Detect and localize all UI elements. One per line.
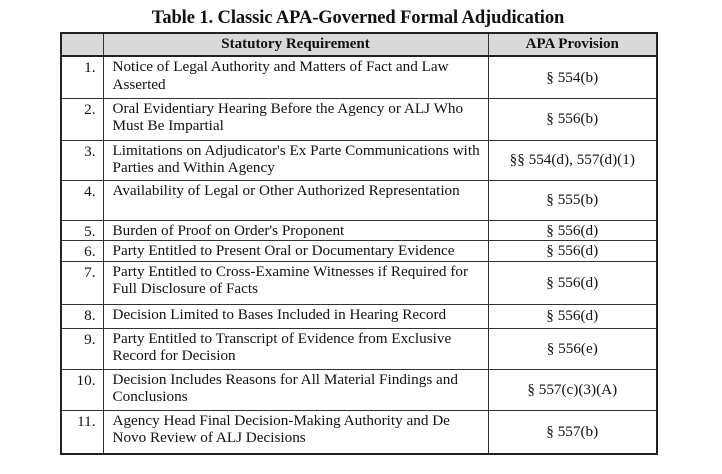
table-caption: Table 1. Classic APA-Governed Formal Adjudication xyxy=(151,8,565,28)
row-number: 1. xyxy=(61,56,103,98)
row-number: 2. xyxy=(61,98,103,140)
row-requirement: Availability of Legal or Other Authorized Representation xyxy=(103,180,488,220)
table-row xyxy=(61,369,657,410)
row-requirement: Agency Head Final Decision-Making Authority and De Novo Review of ALJ Decisions xyxy=(103,410,488,454)
row-number: 7. xyxy=(61,261,103,304)
row-provision: § 556(d) xyxy=(488,241,657,262)
row-number: 10. xyxy=(61,369,103,410)
row-provision: § 554(b) xyxy=(488,56,657,98)
row-provision: § 556(d) xyxy=(488,261,657,304)
row-number: 4. xyxy=(61,180,103,220)
row-provision: § 557(c)(3)(A) xyxy=(488,369,657,410)
row-provision: § 556(e) xyxy=(488,328,657,369)
row-requirement: Party Entitled to Present Oral or Documentary Evidence xyxy=(103,241,488,262)
table-header-row xyxy=(61,33,657,56)
row-provision: § 555(b) xyxy=(488,180,657,220)
requirements-table xyxy=(60,32,658,455)
row-provision: § 556(b) xyxy=(488,98,657,140)
row-provision: § 556(d) xyxy=(488,220,657,241)
header-apa-provision: APA Provision xyxy=(488,33,657,56)
row-requirement: Burden of Proof on Order's Proponent xyxy=(103,220,488,241)
table-row xyxy=(61,241,657,262)
table-row xyxy=(61,261,657,304)
row-number: 11. xyxy=(61,410,103,454)
row-requirement: Party Entitled to Cross-Examine Witnesses if Required for Full Disclosure of Facts xyxy=(103,261,488,304)
row-number: 9. xyxy=(61,328,103,369)
row-provision: § 557(b) xyxy=(488,410,657,454)
table-row xyxy=(61,140,657,180)
row-requirement: Limitations on Adjudicator's Ex Parte Communications with Parties and Within Agency xyxy=(103,140,488,180)
row-provision: § 556(d) xyxy=(488,304,657,328)
row-provision: §§ 554(d), 557(d)(1) xyxy=(488,140,657,180)
header-number xyxy=(61,33,103,56)
table-row xyxy=(61,328,657,369)
row-requirement: Oral Evidentiary Hearing Before the Agency or ALJ Who Must Be Impartial xyxy=(103,98,488,140)
row-number: 8. xyxy=(61,304,103,328)
row-number: 6. xyxy=(61,241,103,262)
table-row xyxy=(61,98,657,140)
row-number: 5. xyxy=(61,220,103,241)
header-statutory-requirement: Statutory Requirement xyxy=(103,33,488,56)
table-row xyxy=(61,56,657,98)
table-row xyxy=(61,410,657,454)
table-row xyxy=(61,304,657,328)
row-number: 3. xyxy=(61,140,103,180)
row-requirement: Decision Limited to Bases Included in Hearing Record xyxy=(103,304,488,328)
table-row xyxy=(61,180,657,220)
row-requirement: Party Entitled to Transcript of Evidence from Exclusive Record for Decision xyxy=(103,328,488,369)
row-requirement: Decision Includes Reasons for All Material Findings and Conclusions xyxy=(103,369,488,410)
table-row xyxy=(61,220,657,241)
row-requirement: Notice of Legal Authority and Matters of Fact and Law Asserted xyxy=(103,56,488,98)
